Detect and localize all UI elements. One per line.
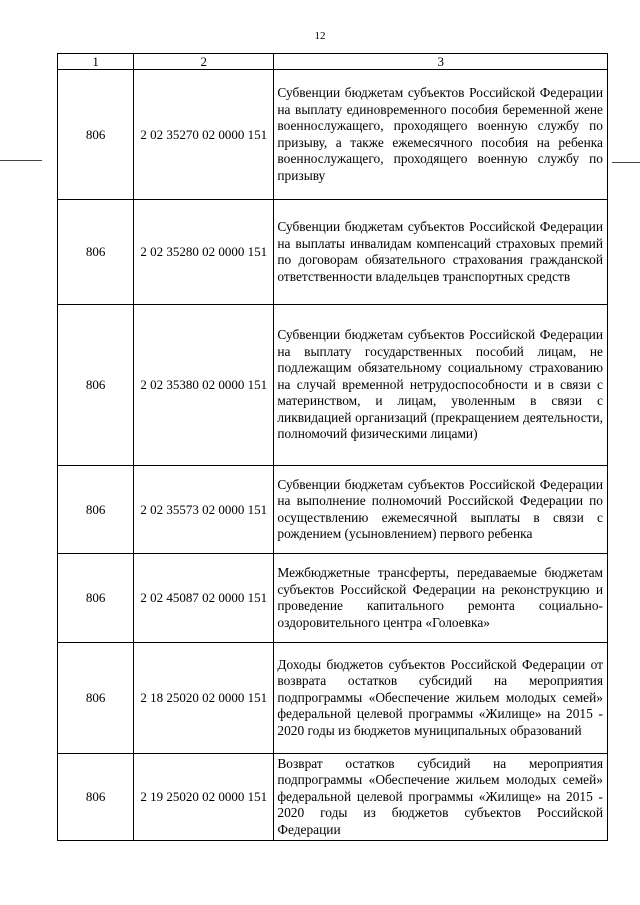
revenue-name-cell: Субвенции бюджетам субъектов Российской Федерации на выплаты инвалидам компенсаций страховых премий по договорам обязательного страхования гражданской ответственности владельцев транспортных средств: [274, 200, 608, 305]
budget-code-cell: 2 02 35270 02 0000 151: [134, 70, 274, 200]
page-number: 12: [314, 30, 326, 42]
admin-code-cell: 806: [58, 466, 134, 554]
budget-code-cell: 2 02 35573 02 0000 151: [134, 466, 274, 554]
admin-code-cell: 806: [58, 70, 134, 200]
budget-code-cell: 2 02 35280 02 0000 151: [134, 200, 274, 305]
table-row: [58, 70, 608, 200]
revenue-name-cell: Субвенции бюджетам субъектов Российской Федерации на выплату единовременного пособия беременной жене военнослужащего, проходящего военную службу по призыву, а также ежемесячного пособия на ребенка военнослужащего, проходящего военную службу по призыву: [274, 70, 608, 200]
admin-code-cell: 806: [58, 554, 134, 643]
revenue-name-cell: Доходы бюджетов субъектов Российской Федерации от возврата остатков субсидий на мероприятия подпрограммы «Обеспечение жильем молодых семей» федеральной целевой программы «Жилище» на 2015 - 2020 годы из бюджетов муниципальных образований: [274, 643, 608, 754]
budget-code-cell: 2 02 45087 02 0000 151: [134, 554, 274, 643]
scan-mark-right: [612, 162, 640, 163]
revenue-name-cell: Возврат остатков субсидий на мероприятия подпрограммы «Обеспечение жильем молодых семей» федеральной целевой программы «Жилище» на 2015 - 2020 годы из бюджетов субъектов Российской Федерации: [274, 754, 608, 841]
revenue-name-cell: Межбюджетные трансферты, передаваемые бюджетам субъектов Российской Федерации на реконструкцию и проведение капитального ремонта социально-оздоровительного центра «Голоевка»: [274, 554, 608, 643]
budget-code-cell: 2 19 25020 02 0000 151: [134, 754, 274, 841]
revenue-codes-table: [57, 53, 608, 841]
table-row: [58, 466, 608, 554]
column-header-1: 1: [58, 54, 134, 70]
scan-mark-left: [0, 160, 42, 161]
budget-code-cell: 2 02 35380 02 0000 151: [134, 305, 274, 466]
table-row: [58, 305, 608, 466]
table-header-row: [58, 54, 608, 70]
admin-code-cell: 806: [58, 305, 134, 466]
admin-code-cell: 806: [58, 754, 134, 841]
revenue-name-cell: Субвенции бюджетам субъектов Российской Федерации на выплату государственных пособий лицам, не подлежащим обязательному социальному страхованию на случай временной нетрудоспособности и в связи с материнством, и лицам, уволенным в связи с ликвидацией организаций (прекращением деятельности, полномочий физическими лицами): [274, 305, 608, 466]
table-row: [58, 200, 608, 305]
admin-code-cell: 806: [58, 200, 134, 305]
column-header-3: 3: [274, 54, 608, 70]
table-row: [58, 754, 608, 841]
table-row: [58, 554, 608, 643]
table-row: [58, 643, 608, 754]
revenue-name-cell: Субвенции бюджетам субъектов Российской Федерации на выполнение полномочий Российской Федерации по осуществлению ежемесячной выплаты в связи с рождением (усыновлением) первого ребенка: [274, 466, 608, 554]
column-header-2: 2: [134, 54, 274, 70]
admin-code-cell: 806: [58, 643, 134, 754]
budget-code-cell: 2 18 25020 02 0000 151: [134, 643, 274, 754]
